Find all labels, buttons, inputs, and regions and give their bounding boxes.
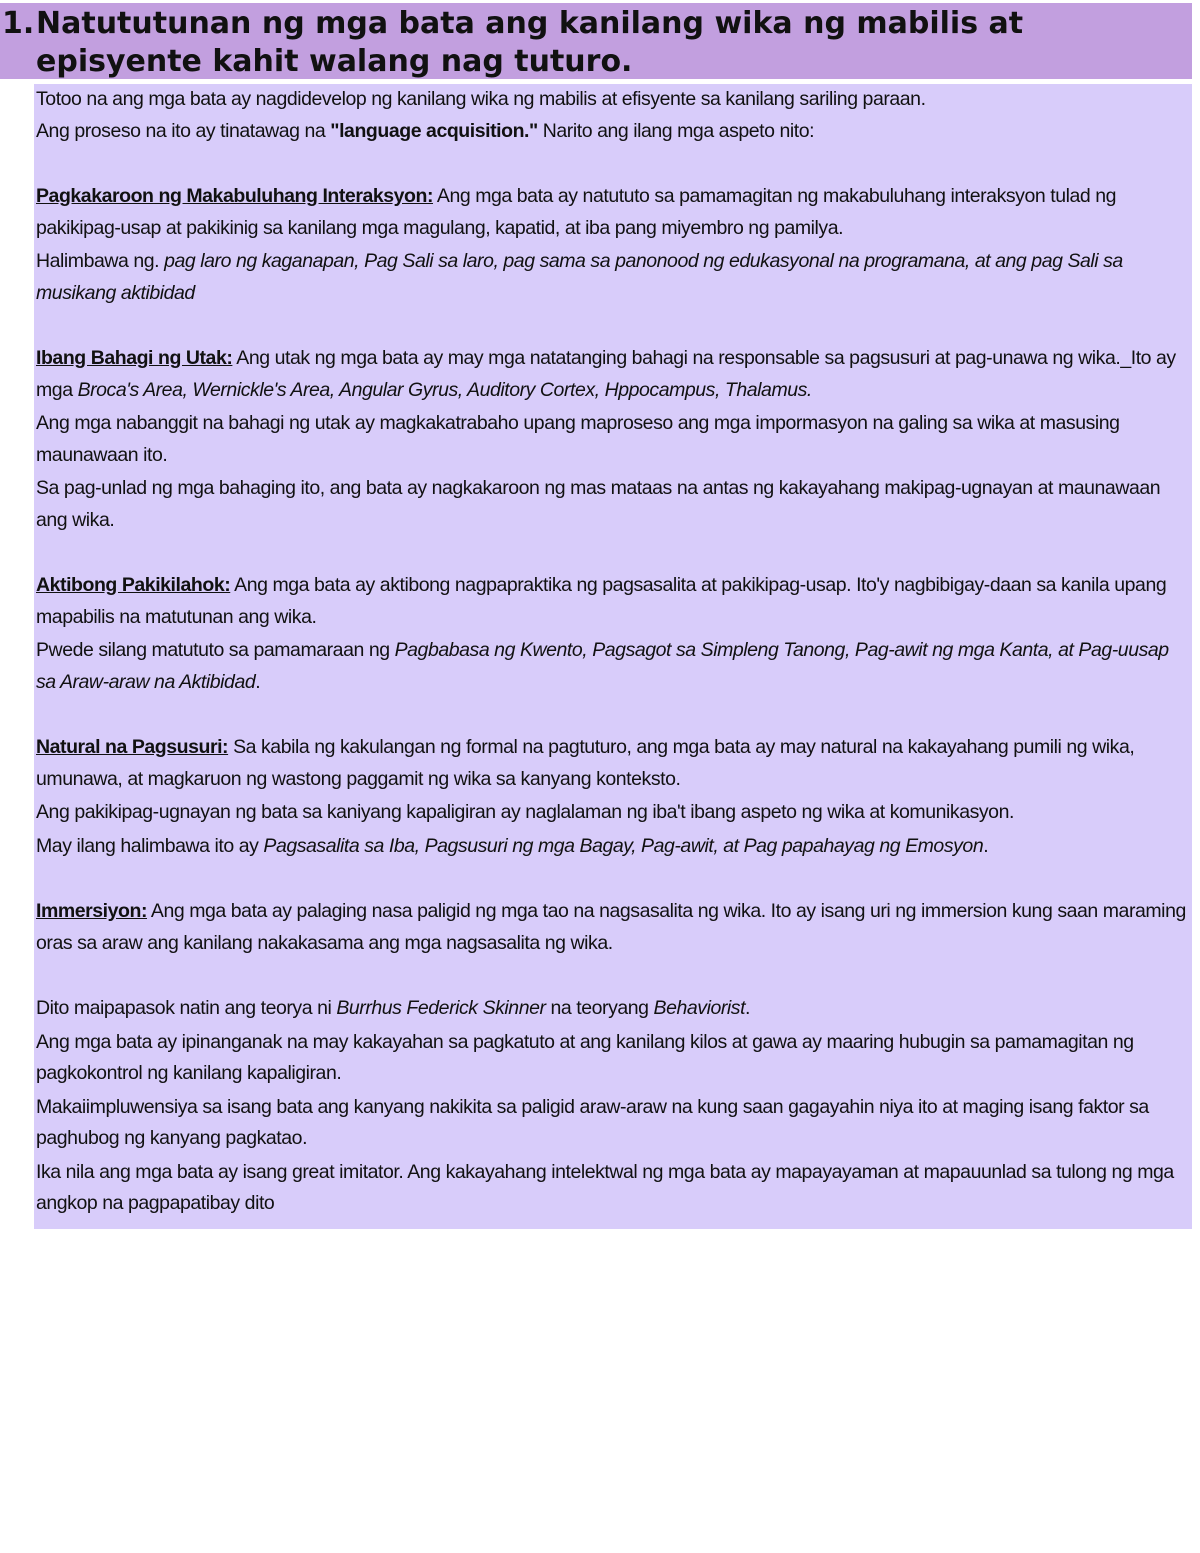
page-title: Natututunan ng mga bata ang kanilang wika ng mabilis at episyente kahit walang nag tuturo. [36,6,1024,79]
section-immersiyon: Immersiyon: Ang mga bata ay palaging nasa paligid ng mga tao na nagsasalita ng wika. Ito ay isang uri ng immersion kung saan maraming oras sa araw ang kanilang nakakasama ang mga nagsasalita ng wika. [36,900,1186,954]
section-utak-p2: Ang mga nabanggit na bahagi ng utak ay magkakatrabaho upang maproseso ang mga impormasyon na galing sa wika at masusing maunawaan ito. [36,412,1120,466]
section-pakikilahok-p2: Pwede silang matututo sa pamamaraan ng Pagbabasa ng Kwento, Pagsagot sa Simpleng Tanong, Pag-awit ng mga Kanta, at Pag-uusap sa Araw-araw na Aktibidad. [36,639,1169,693]
title-band [0,3,1192,79]
section-interaksyon: Pagkakaroon ng Makabuluhang Interaksyon: Ang mga bata ay natututo sa pamamagitan ng makabuluhang interaksyon tulad ng pakikipag-usap at pakikinig sa kanilang mga magulang, kapatid, at iba pang miyembro ng pamilya. [36,185,1117,239]
section-utak-p3: Sa pag-unlad ng mga bahaging ito, ang bata ay nagkakaroon ng mas mataas na antas ng kakayahang makipag-ugnayan at maunawaan ang wika. [36,477,1161,531]
closing-p4: Ika nila ang mga bata ay isang great imitator. Ang kakayahang intelektwal ng mga bata ay mapayayaman at mapauunlad sa tulong ng mga angkop na pagpapatibay dito [36,1160,1174,1214]
section-pagsusuri: Natural na Pagsusuri: Sa kabila ng kakulangan ng formal na pagtuturo, ang mga bata ay may natural na kakayahang pumili ng wika, umunawa, at magkaruon ng wastong paggamit ng wika sa kanyang konteksto. [36,736,1135,790]
section-interaksyon-example: Halimbawa ng. pag laro ng kaganapan, Pag Sali sa laro, pag sama sa panonood ng edukasyonal na programana, at ang pag Sali sa musikang aktibidad [36,250,1123,304]
section-heading: Aktibong Pakikilahok: [36,574,231,596]
title-number: 1. [2,6,35,41]
closing-p3: Makaiimpluwensiya sa isang bata ang kanyang nakikita sa paligid araw-araw na kung saan gagayahin niya ito at maging isang faktor sa paghubog ng kanyang pagkatao. [36,1095,1149,1149]
section-pakikilahok: Aktibong Pakikilahok: Ang mga bata ay aktibong nagpapraktika ng pagsasalita at pakikipag-usap. Ito'y nagbibigay-daan sa kanila upang mapabilis na matutunan ang wika. [36,574,1167,628]
language-acquisition-term: "language acquisition." [330,119,538,142]
closing-p2: Ang mga bata ay ipinanganak na may kakayahan sa pagkatuto at ang kanilang kilos at gawa ay maaring hubugin sa pamamagitan ng pagkokontrol ng kanilang kapaligiran. [36,1030,1134,1084]
closing-p1: Dito maipapasok natin ang teorya ni Burrhus Federick Skinner na teoryang Behaviorist. [36,997,751,1019]
content-block [34,84,1192,1229]
section-pagsusuri-p3: May ilang halimbawa ito ay Pagsasalita sa Iba, Pagsusuri ng mga Bagay, Pag-awit, at Pag papahayag ng Emosyon. [36,834,989,857]
section-utak: Ibang Bahagi ng Utak: Ang utak ng mga bata ay may mga natatanging bahagi na responsable sa pagsusuri at pag-unawa ng wika._Ito ay mga Broca's Area, Wernickle's Area, Angular Gyrus, Auditory Cortex, Hppocampus, Thalamus. [36,347,1176,401]
intro-line-1: Totoo na ang mga bata ay nagdidevelop ng kanilang wika ng mabilis at efisyente sa kanilang sariling paraan. [36,88,926,110]
intro-line-2: Ang proseso na ito ay tinatawag na "language acquisition." Narito ang ilang mga aspeto nito: [36,119,815,142]
section-heading: Ibang Bahagi ng Utak: [36,347,233,369]
section-heading: Natural na Pagsusuri: [36,736,229,758]
section-pagsusuri-p2: Ang pakikipag-ugnayan ng bata sa kaniyang kapaligiran ay naglalaman ng iba't ibang aspeto ng wika at komunikasyon. [36,801,1014,823]
section-heading: Immersiyon: [36,900,148,922]
section-heading: Pagkakaroon ng Makabuluhang Interaksyon: [36,185,434,207]
